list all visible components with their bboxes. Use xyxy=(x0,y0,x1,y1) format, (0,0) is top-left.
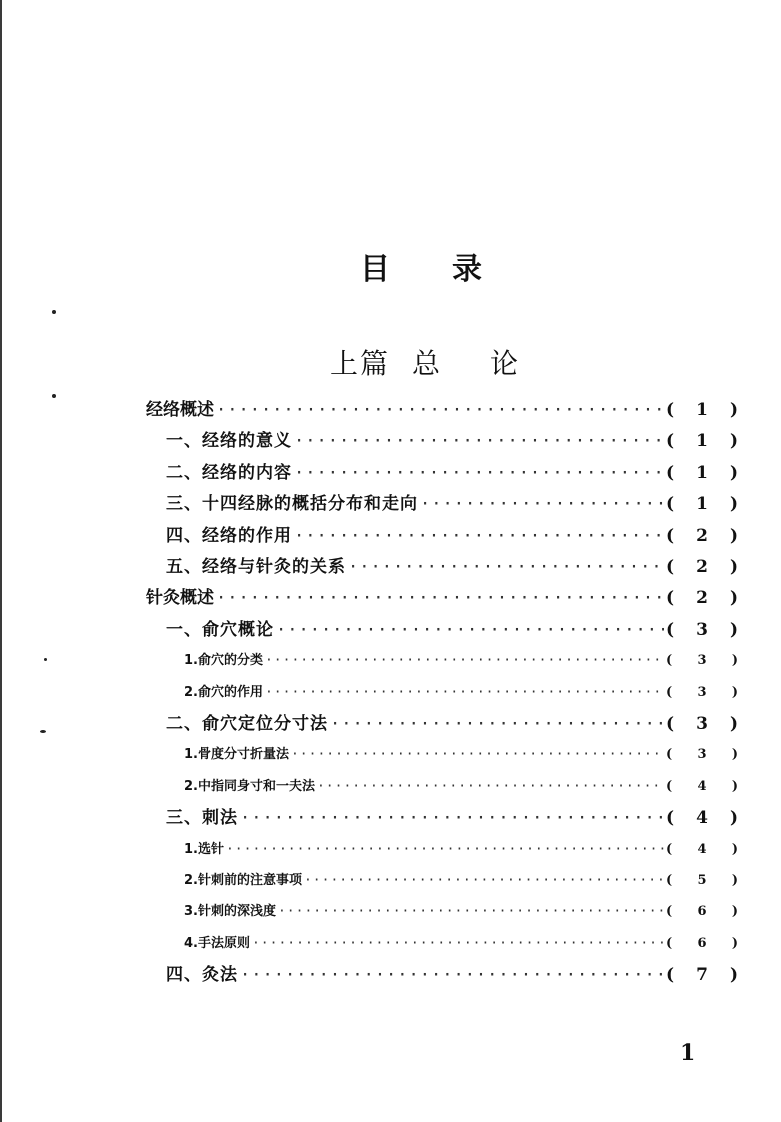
open-paren: ( xyxy=(666,808,675,828)
open-paren: ( xyxy=(666,557,675,577)
toc-entry xyxy=(166,457,738,489)
toc-entry-page xyxy=(666,582,738,614)
toc-entry-page xyxy=(666,959,738,991)
close-paren: ) xyxy=(729,965,738,985)
toc-entry xyxy=(184,739,738,771)
close-paren: ) xyxy=(731,873,738,888)
page-edge xyxy=(0,0,2,1122)
dot-leader xyxy=(240,959,664,991)
dot-leader xyxy=(304,865,664,897)
toc-entry-label: 3.针刺的深浅度 xyxy=(184,904,276,919)
toc-entry xyxy=(166,551,738,583)
dot-leader xyxy=(420,488,664,520)
close-paren: ) xyxy=(731,936,738,951)
open-paren: ( xyxy=(666,842,673,857)
toc-entry-label: 一、经络的意义 xyxy=(166,431,292,451)
open-paren: ( xyxy=(666,620,675,640)
open-paren: ( xyxy=(666,714,675,734)
dot-leader xyxy=(265,677,664,709)
open-paren: ( xyxy=(666,463,675,483)
dot-leader xyxy=(252,928,664,960)
page-ref: 1 xyxy=(696,463,708,483)
toc-entry xyxy=(166,520,738,552)
page-ref: 4 xyxy=(697,779,707,794)
close-paren: ) xyxy=(731,842,738,857)
toc-entry-label: 2.针刺前的注意事项 xyxy=(184,873,302,888)
open-paren: ( xyxy=(666,526,675,546)
dot-leader xyxy=(226,834,664,866)
toc-entry xyxy=(184,645,738,677)
toc-entry-label: 三、十四经脉的概括分布和走向 xyxy=(166,494,418,514)
page-ref: 1 xyxy=(696,494,708,514)
toc-entry-page xyxy=(666,802,738,834)
dot-leader xyxy=(291,739,664,771)
toc-entry xyxy=(184,771,738,803)
toc-entry-label: 四、经络的作用 xyxy=(166,526,292,546)
toc-entry-page xyxy=(666,865,738,897)
toc-entry-label: 四、灸法 xyxy=(166,965,238,985)
toc-entry-page xyxy=(666,394,738,426)
toc-entry xyxy=(166,959,738,991)
toc-entry-label: 2.俞穴的作用 xyxy=(184,685,263,700)
dot-leader xyxy=(330,708,664,740)
toc-entry-page xyxy=(666,708,738,740)
toc-entry-page xyxy=(666,677,738,709)
scan-speck xyxy=(52,394,56,398)
toc-entry-page xyxy=(666,488,738,520)
dot-leader xyxy=(276,614,664,646)
toc-entry-page xyxy=(666,645,738,677)
toc-entry-page xyxy=(666,520,738,552)
toc-entry xyxy=(184,865,738,897)
dot-leader xyxy=(265,645,664,677)
toc-entry-page xyxy=(666,771,738,803)
open-paren: ( xyxy=(666,685,673,700)
dot-leader xyxy=(294,457,664,489)
close-paren: ) xyxy=(729,400,738,420)
toc-entry xyxy=(146,394,738,426)
dot-leader xyxy=(216,582,664,614)
toc-entry-page xyxy=(666,928,738,960)
open-paren: ( xyxy=(666,653,673,668)
part-title xyxy=(330,342,518,382)
toc-entry-label: 一、俞穴概论 xyxy=(166,620,274,640)
page-ref: 6 xyxy=(697,936,707,951)
close-paren: ) xyxy=(729,620,738,640)
toc-entry xyxy=(184,677,738,709)
open-paren: ( xyxy=(666,873,673,888)
toc-entry-label: 2.中指同身寸和一夫法 xyxy=(184,779,315,794)
page-ref: 1 xyxy=(696,431,708,451)
toc-entry-label: 二、经络的内容 xyxy=(166,463,292,483)
toc-entry xyxy=(146,582,738,614)
toc-entry-page xyxy=(666,614,738,646)
toc-entry-page xyxy=(666,834,738,866)
page-ref: 3 xyxy=(697,747,707,762)
toc-entry-label: 针灸概述 xyxy=(146,588,214,608)
page-ref: 6 xyxy=(697,904,707,919)
dot-leader xyxy=(348,551,664,583)
toc-entry xyxy=(166,708,738,740)
toc-entry-page xyxy=(666,896,738,928)
toc-title: 目录 xyxy=(360,252,544,287)
toc-entry xyxy=(166,488,738,520)
close-paren: ) xyxy=(729,431,738,451)
toc-entry-label: 1.俞穴的分类 xyxy=(184,653,263,668)
open-paren: ( xyxy=(666,904,673,919)
toc-entry-page xyxy=(666,739,738,771)
open-paren: ( xyxy=(666,494,675,514)
dot-leader xyxy=(317,771,664,803)
page-ref: 4 xyxy=(696,808,708,828)
close-paren: ) xyxy=(729,526,738,546)
close-paren: ) xyxy=(731,685,738,700)
close-paren: ) xyxy=(729,808,738,828)
close-paren: ) xyxy=(729,463,738,483)
toc-entry-page xyxy=(666,457,738,489)
dot-leader xyxy=(240,802,664,834)
page-ref: 2 xyxy=(696,526,708,546)
close-paren: ) xyxy=(731,904,738,919)
scan-speck xyxy=(40,730,46,733)
open-paren: ( xyxy=(666,588,675,608)
page-ref: 7 xyxy=(696,965,708,985)
close-paren: ) xyxy=(731,653,738,668)
open-paren: ( xyxy=(666,936,673,951)
close-paren: ) xyxy=(731,747,738,762)
toc-entry-label: 五、经络与针灸的关系 xyxy=(166,557,346,577)
toc-entry xyxy=(166,425,738,457)
close-paren: ) xyxy=(729,588,738,608)
open-paren: ( xyxy=(666,965,675,985)
toc-entry-label: 经络概述 xyxy=(146,400,214,420)
part-title-word-1: 总 xyxy=(412,347,441,380)
dot-leader xyxy=(278,896,664,928)
toc-entry-page xyxy=(666,551,738,583)
dot-leader xyxy=(294,520,664,552)
toc-entry xyxy=(184,896,738,928)
dot-leader xyxy=(294,425,664,457)
close-paren: ) xyxy=(731,779,738,794)
toc-entry-label: 三、刺法 xyxy=(166,808,238,828)
toc-entry-label: 1.骨度分寸折量法 xyxy=(184,747,289,762)
toc-entry xyxy=(166,802,738,834)
toc-entry xyxy=(166,614,738,646)
page-ref: 1 xyxy=(696,400,708,420)
page-ref: 5 xyxy=(697,873,707,888)
part-title-word-2: 论 xyxy=(490,347,519,380)
page-ref: 3 xyxy=(696,620,708,640)
open-paren: ( xyxy=(666,779,673,794)
scan-speck xyxy=(52,310,56,314)
close-paren: ) xyxy=(729,494,738,514)
open-paren: ( xyxy=(666,431,675,451)
close-paren: ) xyxy=(729,557,738,577)
toc-entry xyxy=(184,834,738,866)
page-ref: 2 xyxy=(696,557,708,577)
page-ref: 3 xyxy=(697,653,707,668)
scan-speck xyxy=(44,658,47,661)
toc-entry-label: 二、俞穴定位分寸法 xyxy=(166,714,328,734)
page-ref: 3 xyxy=(697,685,707,700)
dot-leader xyxy=(216,394,664,426)
page-number: 1 xyxy=(680,1040,696,1066)
part-title-prefix: 上篇 xyxy=(330,347,391,380)
toc-entry-label: 1.选针 xyxy=(184,842,224,857)
page-ref: 4 xyxy=(697,842,707,857)
toc-entry-label: 4.手法原则 xyxy=(184,936,250,951)
open-paren: ( xyxy=(666,400,675,420)
page-ref: 3 xyxy=(696,714,708,734)
open-paren: ( xyxy=(666,747,673,762)
toc-entry xyxy=(184,928,738,960)
toc-entry-page xyxy=(666,425,738,457)
close-paren: ) xyxy=(729,714,738,734)
page-ref: 2 xyxy=(696,588,708,608)
